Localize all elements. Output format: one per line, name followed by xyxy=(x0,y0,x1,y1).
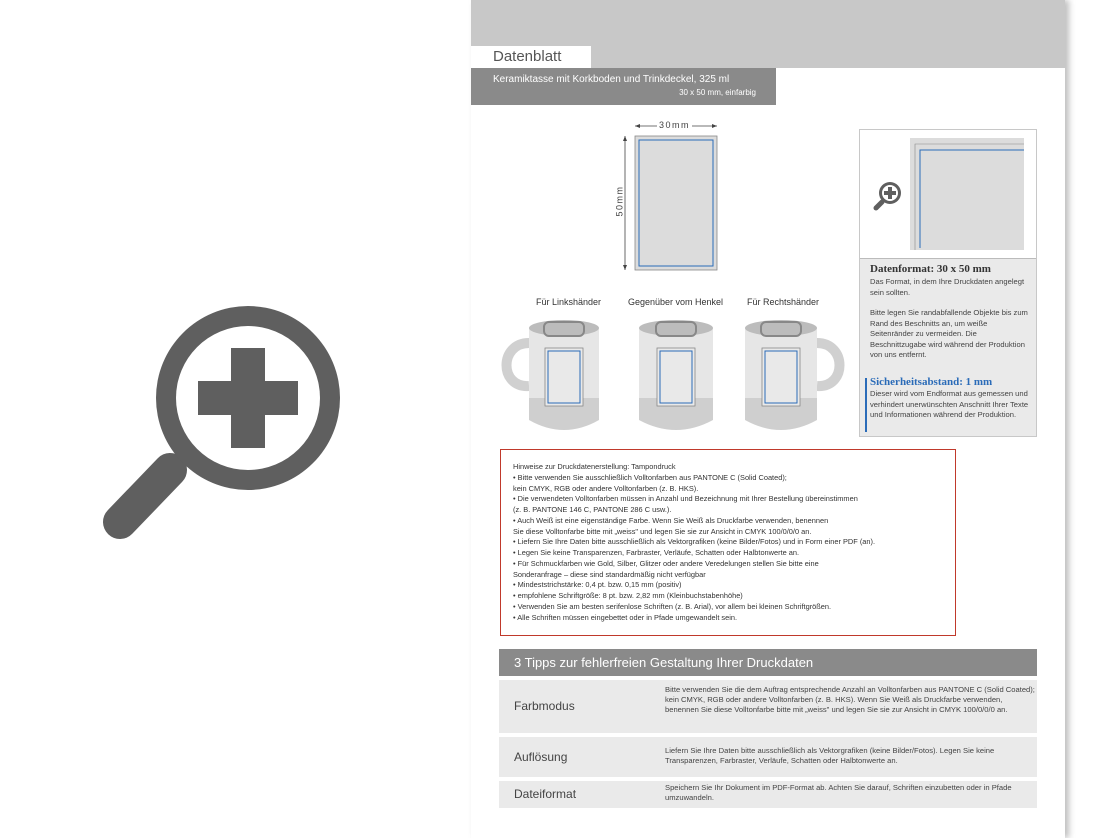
tip-text: Bitte verwenden Sie die dem Auftrag entsprechende Anzahl an Volltonfarben aus PANTONE C (Solid Coated); kein CMYK, RGB oder andere Volltonfarben (z. B. HKS). Wenn Sie Weiß als Druckfarbe verwenden, benennen Sie diese Volltonfarbe bitte mit „weiss" und legen Sie sie zur Ansicht in CMYK 100/0/0/0 an. xyxy=(665,685,1035,714)
tip-row-color-mode xyxy=(499,680,1037,733)
datasheet-page xyxy=(471,0,1065,838)
safety-text: Dieser wird vom Endformat aus gemessen und verhindert unerwünschten Anschnitt Ihrer Texte und Informationen während der Produktion. xyxy=(870,389,1029,419)
safety-accent-bar xyxy=(865,378,867,432)
tip-label: Dateiformat xyxy=(514,787,577,801)
hint-line: • Auch Weiß ist eine eigenständige Farbe. Wenn Sie Weiß als Druckfarbe verwenden, benennen xyxy=(513,515,829,525)
height-dimension: 50mm xyxy=(614,185,625,217)
page-title: Datenblatt xyxy=(471,46,591,68)
print-area-drawing xyxy=(614,118,727,278)
mug-label-center: Gegenüber vom Henkel xyxy=(628,297,724,307)
hint-line: • Die verwendeten Volltonfarben müssen in Anzahl und Bezeichnung mit Ihrer Bestellung übereinstimmen xyxy=(513,494,858,504)
format-heading: Datenformat: 30 x 50 mm xyxy=(870,263,991,275)
hint-line: • Legen Sie keine Transparenzen, Farbraster, Verläufe, Schatten oder Halbtonwerte an. xyxy=(513,548,800,557)
hint-line: Sonderanfrage – diese sind standardmäßig nicht verfügbar xyxy=(513,569,706,579)
format-text: Das Format, in dem Ihre Druckdaten angelegt sein sollten. xyxy=(870,277,1025,297)
hint-line: • Bitte verwenden Sie ausschließlich Volltonfarben aus PANTONE C (Solid Coated); xyxy=(513,472,787,482)
mug-label-left: Für Linkshänder xyxy=(536,297,602,307)
format-preview xyxy=(860,130,1036,259)
hint-line: • Alle Schriften müssen eingebettet oder in Pfade umgewandelt sein. xyxy=(513,612,738,622)
mug-center-illustration xyxy=(621,318,731,438)
mug-right-illustration xyxy=(737,318,847,438)
tip-row-resolution xyxy=(499,737,1037,777)
hints-title: Hinweise zur Druckdatenerstellung: Tampondruck xyxy=(513,462,676,471)
tip-label: Farbmodus xyxy=(514,699,575,713)
hint-line: • Verwenden Sie am besten serifenlose Schriften (z. B. Arial), vor allem bei kleinen Schriftgrößen. xyxy=(513,601,832,611)
safety-heading: Sicherheitsabstand: 1 mm xyxy=(870,376,993,388)
hint-line: (z. B. PANTONE 146 C, PANTONE 286 C usw.). xyxy=(513,505,672,514)
mug-label-right: Für Rechtshänder xyxy=(747,297,820,307)
print-area-frame xyxy=(614,118,727,278)
tip-text: Liefern Sie Ihre Daten bitte ausschließlich als Vektorgrafiken (keine Bilder/Fotos). Legen Sie keine Transparenzen, Farbraster, Verläufe, Schatten oder Halbtonwerte an. xyxy=(665,746,995,765)
tip-row-file-format xyxy=(499,781,1037,808)
zoom-in-icon[interactable] xyxy=(872,180,904,212)
hint-line: Sie diese Volltonfarbe bitte mit „weiss" und legen Sie sie zur Ansicht in CMYK 100/0/0/0 an. xyxy=(513,526,812,536)
hint-line: • Mindeststrichstärke: 0,4 pt. bzw. 0,15 mm (positiv) xyxy=(513,580,682,590)
tips-heading: 3 Tipps zur fehlerfreien Gestaltung Ihrer Druckdaten xyxy=(499,649,1037,676)
hint-line: kein CMYK, RGB oder andere Volltonfarben (z. B. HKS). xyxy=(513,483,699,493)
tip-label: Auflösung xyxy=(514,750,568,764)
hint-line: • Für Schmuckfarben wie Gold, Silber, Glitzer oder andere Veredelungen stellen Sie bitte eine xyxy=(513,558,819,568)
print-hints-box xyxy=(500,449,956,636)
product-subtitle-band xyxy=(471,68,776,105)
bleed-text: Bitte legen Sie randabfallende Objekte bis zum Rand des Beschnitts an, um weiße Seitenränder zu vermeiden. Die Beschnittzugabe wird während der Produktion von uns entfernt. xyxy=(870,308,1028,359)
zoom-in-icon[interactable] xyxy=(100,300,360,560)
mug-left-illustration xyxy=(499,318,609,438)
header-band xyxy=(471,0,1065,46)
hint-line: • Liefern Sie Ihre Daten bitte ausschließlich als Vektorgrafiken (keine Bilder/Fotos) und in Form einer PDF (an). xyxy=(513,537,876,547)
hint-line: • empfohlene Schriftgröße: 8 pt. bzw. 2,82 mm (Kleinbuchstabenhöhe) xyxy=(513,591,743,600)
product-format: 30 x 50 mm, einfarbig xyxy=(679,88,756,97)
tip-text: Speichern Sie Ihr Dokument im PDF-Format ab. Achten Sie darauf, Schriften einzubetten oder in Pfade umzuwandeln. xyxy=(665,783,1012,802)
product-subtitle: Keramiktasse mit Korkboden und Trinkdeckel, 325 ml xyxy=(493,74,730,85)
width-dimension: 30mm xyxy=(659,120,691,130)
format-info-box xyxy=(859,129,1037,437)
